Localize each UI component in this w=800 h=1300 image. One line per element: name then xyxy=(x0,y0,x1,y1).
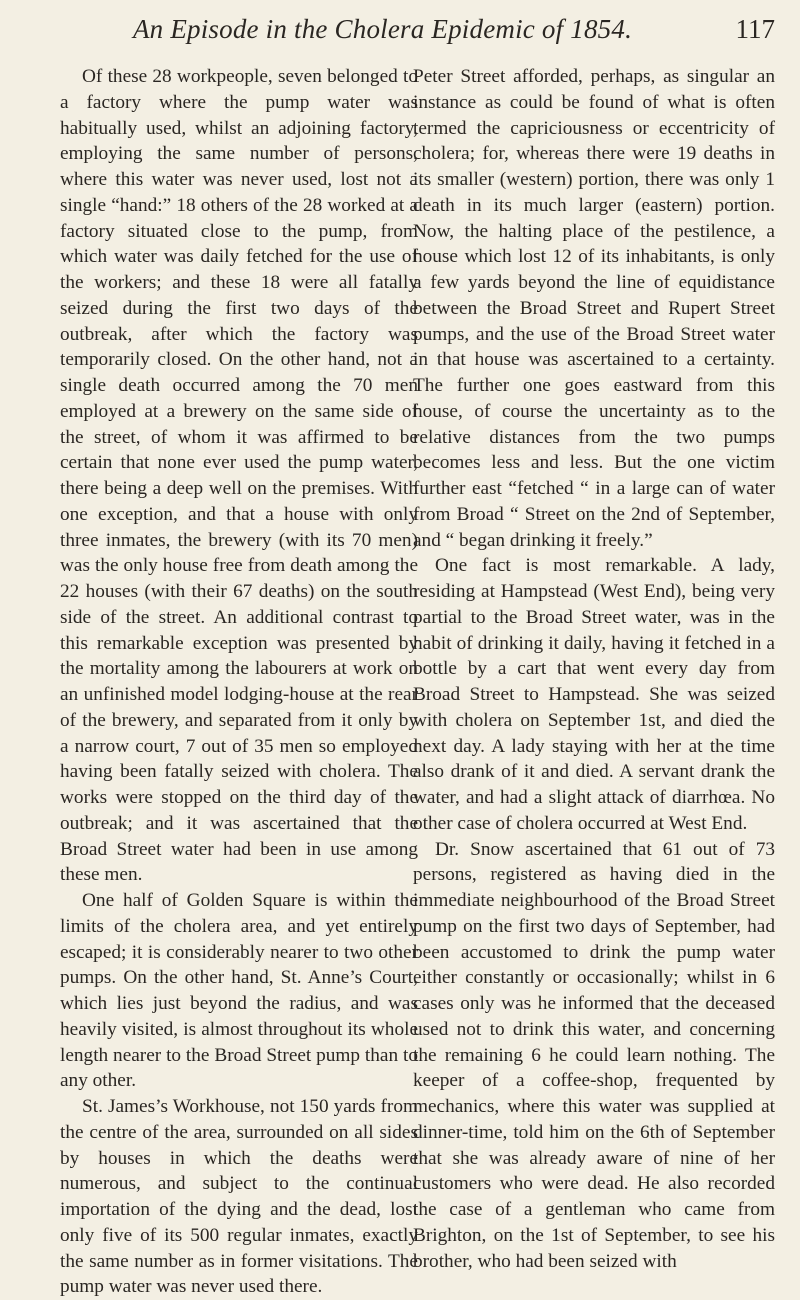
running-title: An Episode in the Cholera Epidemic of 1854. xyxy=(132,14,633,44)
running-head xyxy=(60,10,775,50)
paragraph: St. James’s Workhouse, not 150 yards from the centre of the area, surrounded on all sides by houses in which the deaths were numerous, and subject to the continual importation of the dying and the dead, lost only five of its 500 regular inmates, exactly the same number as in former visitations. The pump water was never used there. xyxy=(60,1096,418,1298)
page-number: 117 xyxy=(735,14,775,44)
paragraph: One fact is most remarkable. A lady, residing at Hampstead (West End), being very partial to the Broad Street water, was in the habit of drinking it daily, having it fetched in a bottle by a cart that went every day from Broad Street to Hampstead. She was seized with cholera on September 1st, and died the next day. A lady staying with her at the time also drank of it and died. A servant drank the water, and had a slight attack of diarrhœa. No other case of cholera occurred at West End. xyxy=(413,555,775,834)
paragraph: Dr. Snow ascertained that 61 out of 73 persons, registered as having died in the immediate neighbourhood of the Broad Street pump on the first two days of September, had been accustomed to drink the pump water either constantly or occasionally; whilst in 6 cases only was he informed that the deceased used not to drink this water, and concerning the remaining 6 he could learn nothing. The keeper of a coffee-shop, frequented by mechanics, where this water was supplied at dinner-time, told him on the 6th of September that she was already aware of nine of her customers who were dead. He also recorded the case of a gentleman who came from Brighton, on the 1st of September, to see his brother, who had been seized with xyxy=(413,838,775,1272)
right-column xyxy=(413,64,775,1274)
paragraph: One half of Golden Square is within the limits of the cholera area, and yet entirely escaped; it is considerably nearer to two other pumps. On the other hand, St. Anne’s Court, which lies just beyond the radius, and was heavily visited, is almost throughout its whole length nearer to the Broad Street pump than to any other. xyxy=(60,890,418,1092)
paragraph: Peter Street afforded, perhaps, as singular an instance as could be found of what is often termed the capriciousness or eccentricity of cholera; for, whereas there were 19 deaths in its smaller (western) portion, there was only 1 death in its much larger (eastern) portion. Now, the halting place of the pestilence, a house which lost 12 of its inhabitants, is only a few yards beyond the line of equidistance between the Broad Street and Rupert Street pumps, and the use of the Broad Street water in that house was ascertained to a certainty. The further one goes eastward from this house, of course the uncertainty as to the relative distances from the two pumps becomes less and less. But the one victim further east “fetched “ in a large can of water from Broad “ Street on the 2nd of September, and “ began drinking it freely.” xyxy=(413,66,775,551)
paragraph: Of these 28 workpeople, seven belonged to a factory where the pump water was habitually used, whilst an adjoining factory, employing the same number of persons, where this water was never used, lost not a single “hand:” 18 others of the 28 worked at a factory situated close to the pump, from which water was daily fetched for the use of the workers; and these 18 were all fatally seized during the first two days of the outbreak, after which the factory was temporarily closed. On the other hand, not a single death occurred among the 70 men employed at a brewery on the same side of the street, of whom it was affirmed to be certain that none ever used the pump water, there being a deep well on the premises. With one exception, and that a house with only three inmates, the brewery (with its 70 men) was the only house free from death among the 22 houses (with their 67 deaths) on the south side of the street. An additional contrast to this remarkable exception was presented by the mortality among the labourers at work on an unfinished model lodging-house at the rear of the brewery, and separated from it only by a narrow court, 7 out of 35 men so employed having been fatally seized with cholera. The works were stopped on the third day of the outbreak; and it was ascertained that the Broad Street water had been in use among these men. xyxy=(60,66,418,886)
left-column xyxy=(60,64,418,1300)
